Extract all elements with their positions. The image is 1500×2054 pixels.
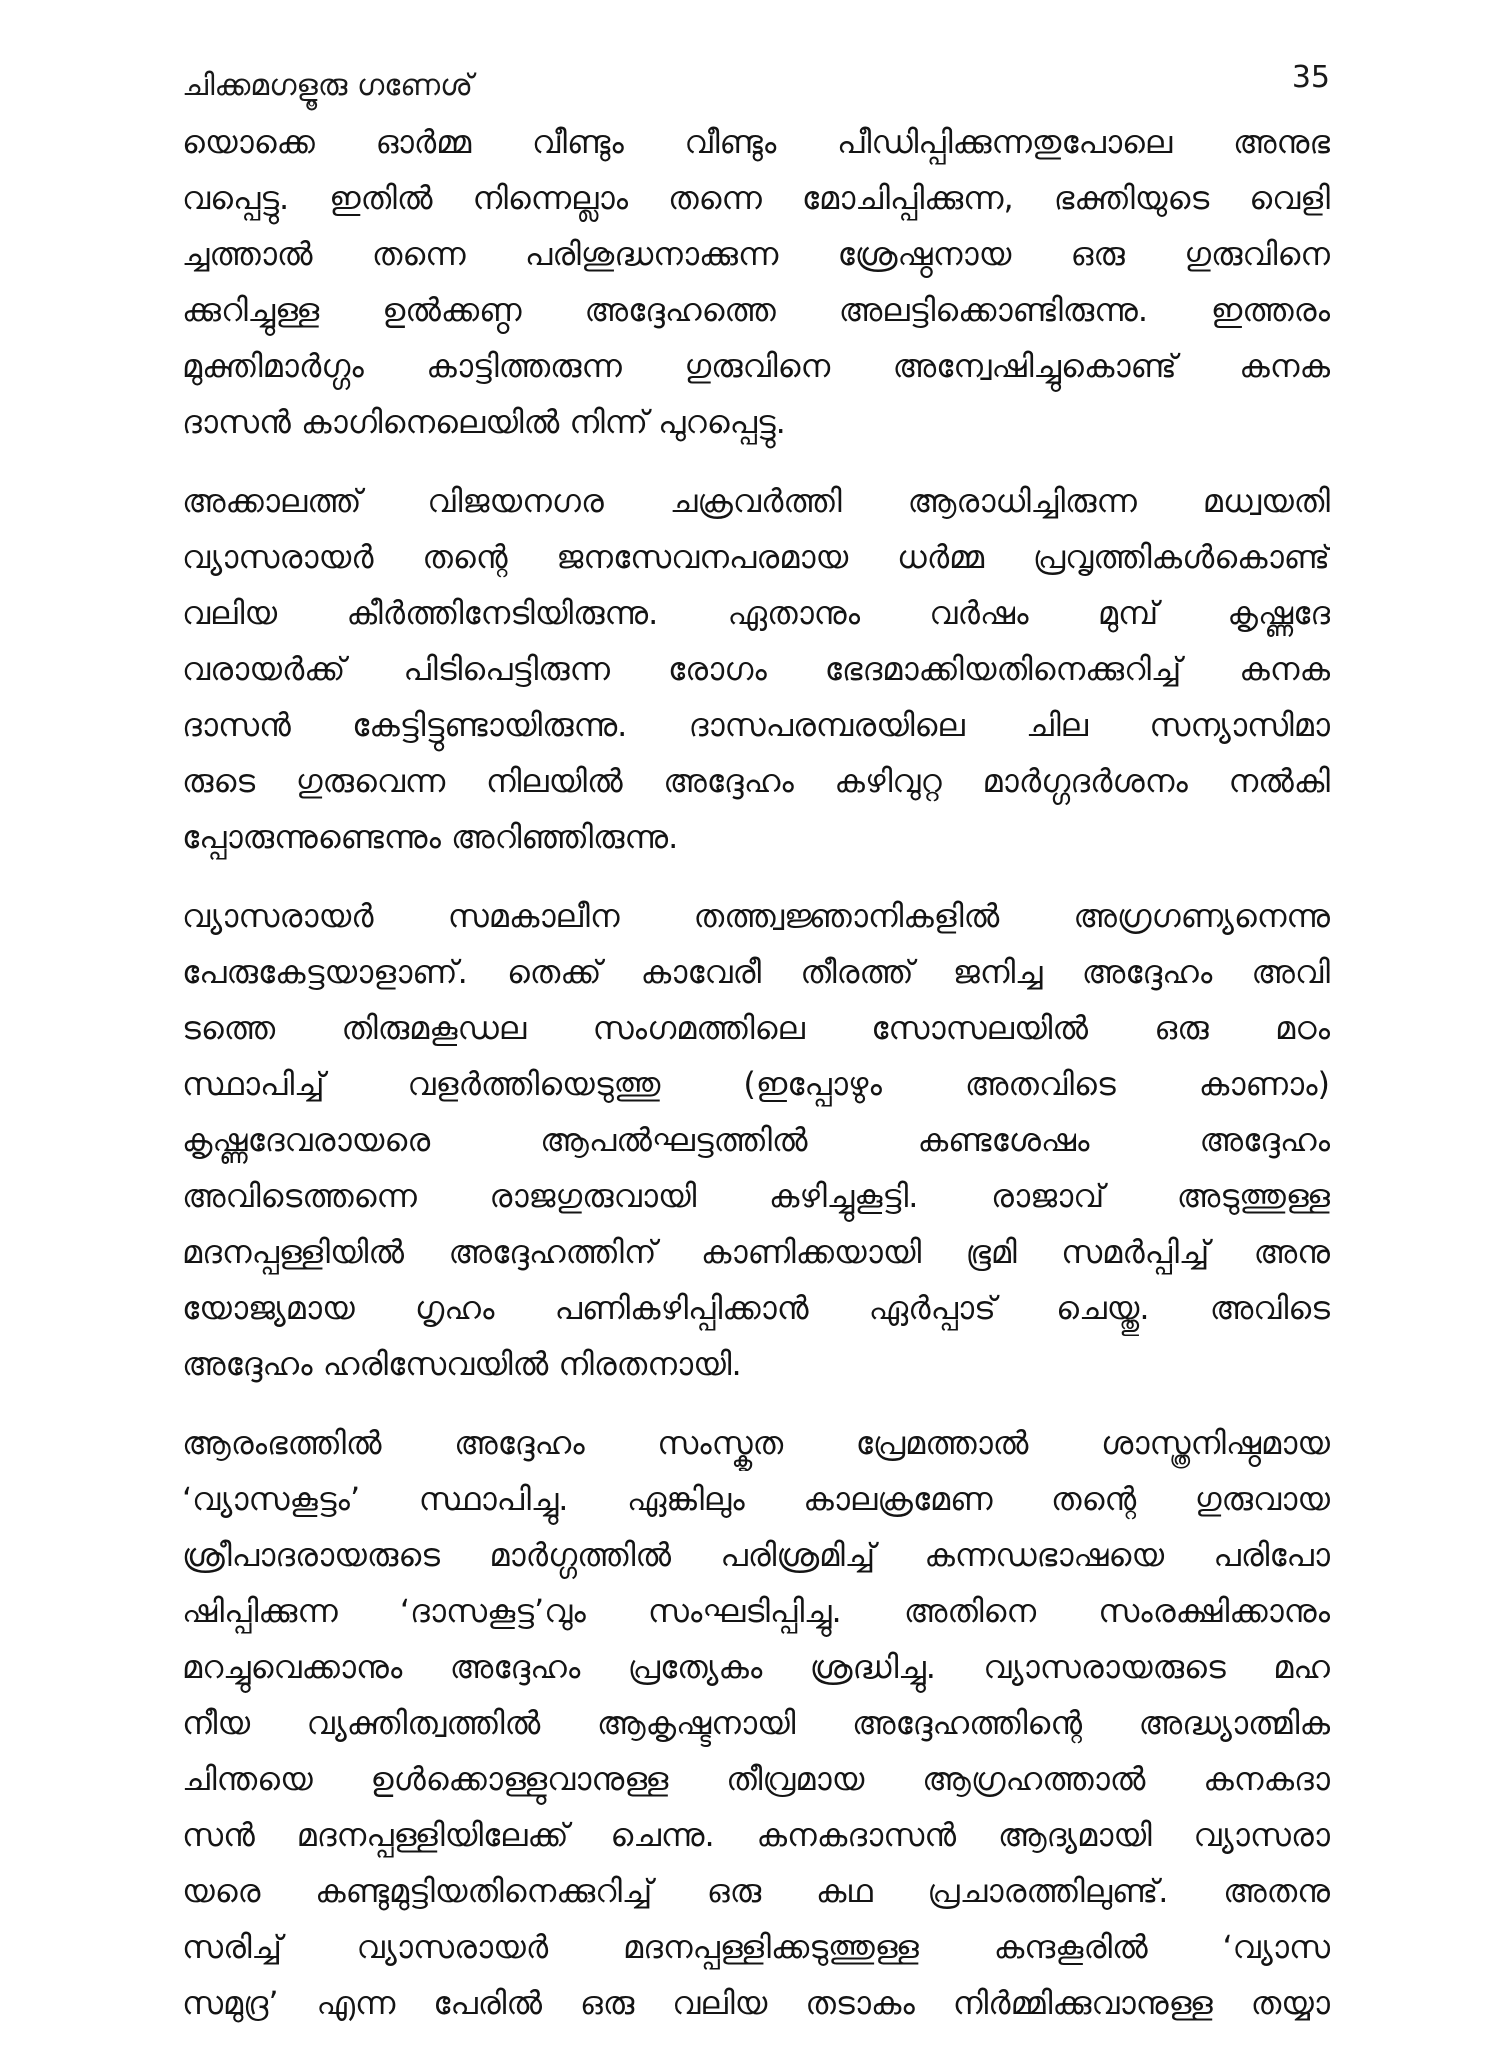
- text-line: സ്ഥാപിച്ച് വളർത്തിയെടുത്തു (ഇപ്പോഴും അതവിടെ കാണാം): [182, 1065, 1330, 1103]
- text-line: പേരുകേട്ടയാളാണ്. തെക്ക് കാവേരീ തീരത്ത് ജനിച്ച അദ്ദേഹം അവി: [182, 953, 1330, 991]
- text-line: ‘വ്യാസകൂട്ടം’ സ്ഥാപിച്ചു. ഏങ്കിലും കാലക്രമേണ തന്റെ ഗുരുവായ: [182, 1480, 1330, 1518]
- text-line: ടത്തെ തിരുമകൂഡല സംഗമത്തിലെ സോസലയിൽ ഒരു മഠം: [182, 1009, 1330, 1047]
- text-line: യോജ്യമായ ഗൃഹം പണികഴിപ്പിക്കാൻ ഏർപ്പാട് ചെയ്തു. അവിടെ: [182, 1289, 1330, 1327]
- text-line: വരായർക്ക് പിടിപെട്ടിരുന്ന രോഗം ഭേദമാക്കിയതിനെക്കുറിച്ച് കനക: [182, 650, 1330, 688]
- text-line: യരെ കണ്ടുമുട്ടിയതിനെക്കുറിച്ച് ഒരു കഥ പ്രചാരത്തിലുണ്ട്. അതനു: [182, 1872, 1330, 1910]
- paragraph: [182, 1415, 1330, 2031]
- paragraph: [182, 473, 1330, 865]
- text-line: വലിയ കീർത്തിനേടിയിരുന്നു. ഏതാനും വർഷം മുമ്പ് കൃഷ്ണദേ: [182, 594, 1330, 632]
- body-text: [182, 114, 1330, 2054]
- text-line: ഷിപ്പിക്കുന്ന ‘ദാസകൂട്ട’വും സംഘടിപ്പിച്ചു. അതിനെ സംരക്ഷിക്കാനും: [182, 1592, 1330, 1630]
- text-line: മറച്ചുവെക്കാനും അദ്ദേഹം പ്രത്യേകം ശ്രദ്ധിച്ചു. വ്യാസരായരുടെ മഹ: [182, 1648, 1330, 1686]
- running-header: [182, 60, 1330, 120]
- text-line: അക്കാലത്ത് വിജയനഗര ചക്രവർത്തി ആരാധിച്ചിരുന്ന മധ്വയതി: [182, 482, 1330, 520]
- paragraph: [182, 114, 1330, 450]
- text-line: സൻ മദനപ്പള്ളിയിലേക്ക് ചെന്നു. കനകദാസൻ ആദ്യമായി വ്യാസരാ: [182, 1816, 1330, 1854]
- paragraph: [182, 888, 1330, 1392]
- text-line: വ്യാസരായർ തന്റെ ജനസേവനപരമായ ധർമ്മ പ്രവൃത്തികൾകൊണ്ട്: [182, 538, 1330, 576]
- text-line: കൃഷ്ണദേവരായരെ ആപൽഘട്ടത്തിൽ കണ്ടശേഷം അദ്ദേഹം: [182, 1121, 1330, 1159]
- text-line: ചിന്തയെ ഉൾക്കൊള്ളുവാനുള്ള തീവ്രമായ ആഗ്രഹത്താൽ കനകദാ: [182, 1760, 1330, 1798]
- text-line: സരിച്ച് വ്യാസരായർ മദനപ്പള്ളിക്കടുത്തുള്ള കന്ദകൂരിൽ ‘വ്യാസ: [182, 1928, 1330, 1966]
- text-line: ച്ചത്താൽ തന്നെ പരിശുദ്ധനാക്കുന്ന ശ്രേഷ്ഠനായ ഒരു ഗുരുവിനെ: [182, 235, 1330, 273]
- text-line: ശ്രീപാദരായരുടെ മാർഗ്ഗത്തിൽ പരിശ്രമിച്ച് കന്നഡഭാഷയെ പരിപോ: [182, 1536, 1330, 1574]
- text-line: മദനപ്പള്ളിയിൽ അദ്ദേഹത്തിന് കാണിക്കയായി ഭൂമി സമർപ്പിച്ച് അനു: [182, 1233, 1330, 1271]
- text-line: വപ്പെട്ടു. ഇതിൽ നിന്നെല്ലാം തന്നെ മോചിപ്പിക്കുന്ന, ഭക്തിയുടെ വെളി: [182, 179, 1330, 217]
- text-line: മുക്തിമാർഗ്ഗം കാട്ടിത്തരുന്ന ഗുരുവിനെ അന്വേഷിച്ചുകൊണ്ട് കനക: [182, 347, 1330, 385]
- text-line: ആരംഭത്തിൽ അദ്ദേഹം സംസ്കൃത പ്രേമത്താൽ ശാസ്ത്രനിഷ്ഠമായ: [182, 1424, 1330, 1462]
- text-line: ദാസൻ കേട്ടിട്ടുണ്ടായിരുന്നു. ദാസപരമ്പരയിലെ ചില സന്യാസിമാ: [182, 706, 1330, 744]
- page-number: 35: [1291, 60, 1330, 95]
- text-line: അദ്ദേഹം ഹരിസേവയിൽ നിരതനായി.: [182, 1345, 742, 1383]
- text-line: യൊക്കെ ഓർമ്മ വീണ്ടും വീണ്ടും പീഡിപ്പിക്കുന്നതുപോലെ അനുഭ: [182, 123, 1330, 161]
- text-line: ദാസൻ കാഗിനെലെയിൽ നിന്ന് പുറപ്പെട്ടു.: [182, 403, 786, 441]
- text-line: രുടെ ഗുരുവെന്ന നിലയിൽ അദ്ദേഹം കഴിവുറ്റ മാർഗ്ഗദർശനം നൽകി: [182, 762, 1330, 800]
- text-line: അവിടെത്തന്നെ രാജഗുരുവായി കഴിച്ചുകൂട്ടി. രാജാവ് അടുത്തുള്ള: [182, 1177, 1330, 1215]
- text-line: വ്യാസരായർ സമകാലീന തത്ത്വജ്ഞാനികളിൽ അഗ്രഗണ്യനെന്നു: [182, 897, 1330, 935]
- text-line: പ്പോരുന്നുണ്ടെന്നും അറിഞ്ഞിരുന്നു.: [182, 818, 679, 856]
- running-title: ചിക്കമഗളൂരു ഗണേശ്: [182, 68, 473, 103]
- text-line: ക്കുറിച്ചുള്ള ഉൽക്കണ്ഠ അദ്ദേഹത്തെ അലട്ടിക്കൊണ്ടിരുന്നു. ഇത്തരം: [182, 291, 1330, 329]
- text-line: സമുദ്ര’ എന്ന പേരിൽ ഒരു വലിയ തടാകം നിർമ്മിക്കുവാനുള്ള തയ്യാ: [182, 1984, 1330, 2022]
- text-line: നീയ വ്യക്തിത്വത്തിൽ ആകൃഷ്ടനായി അദ്ദേഹത്തിന്റെ അദ്ധ്യാത്മിക: [182, 1704, 1330, 1742]
